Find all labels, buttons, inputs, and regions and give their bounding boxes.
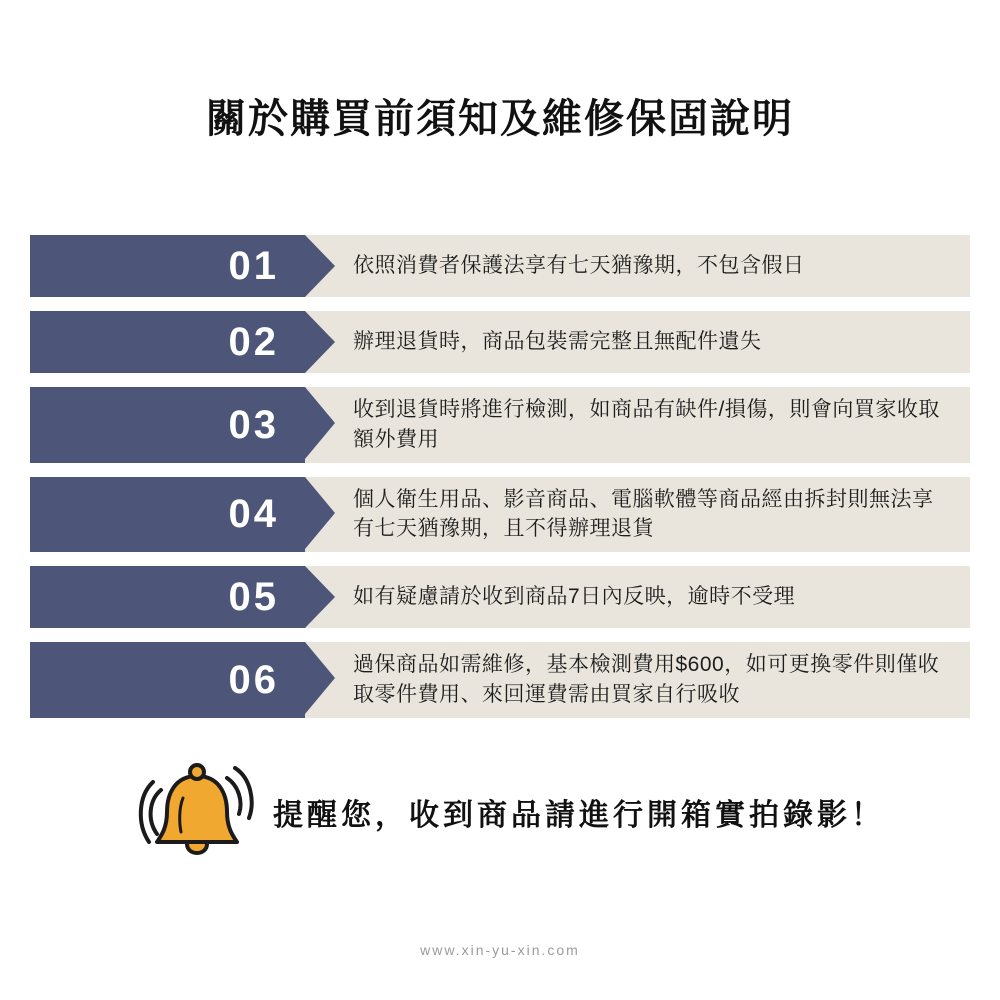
- item-text: 依照消費者保護法享有七天猶豫期，不包含假日: [353, 254, 805, 278]
- item-number: 04: [228, 492, 279, 537]
- list-item: [30, 387, 970, 463]
- list-item: [30, 642, 970, 718]
- item-number-badge: [30, 477, 305, 553]
- item-text: 收到退貨時將進行檢測，如商品有缺件/損傷，則會向買家收取額外費用: [353, 398, 940, 451]
- list-item: [30, 311, 970, 373]
- item-number-badge: [30, 311, 305, 373]
- item-number: 03: [228, 402, 279, 447]
- list-item: [30, 235, 970, 297]
- item-number: 05: [228, 575, 279, 620]
- footer-website: www.xin-yu-xin.com: [420, 942, 580, 958]
- item-text: 個人衛生用品、影音商品、電腦軟體等商品經由拆封則無法享有七天猶豫期，且不得辦理退貨: [353, 487, 934, 541]
- item-number: 01: [228, 244, 279, 288]
- item-text: 過保商品如需維修，基本檢測費用$600，如可更換零件則僅收取零件費用、來回運費需由買家自行吸收: [353, 653, 940, 707]
- list-item: [30, 566, 970, 628]
- notice-banner: [0, 752, 1000, 872]
- list-item: [30, 477, 970, 553]
- item-text: 辦理退貨時，商品包裝需完整且無配件遺失: [353, 330, 762, 354]
- item-number: 06: [228, 658, 279, 703]
- item-number: 02: [228, 320, 279, 364]
- notice-text: 提醒您，收到商品請進行開箱實拍錄影！: [273, 798, 885, 832]
- item-number-badge: [30, 387, 305, 463]
- terms-list: [0, 235, 1000, 718]
- item-text: 如有疑慮請於收到商品7日內反映，逾時不受理: [353, 585, 796, 609]
- page-title: 關於購買前須知及維修保固說明: [206, 97, 794, 141]
- item-number-badge: [30, 642, 305, 718]
- item-number-badge: [30, 235, 305, 297]
- item-number-badge: [30, 566, 305, 628]
- bell-icon: [135, 752, 255, 872]
